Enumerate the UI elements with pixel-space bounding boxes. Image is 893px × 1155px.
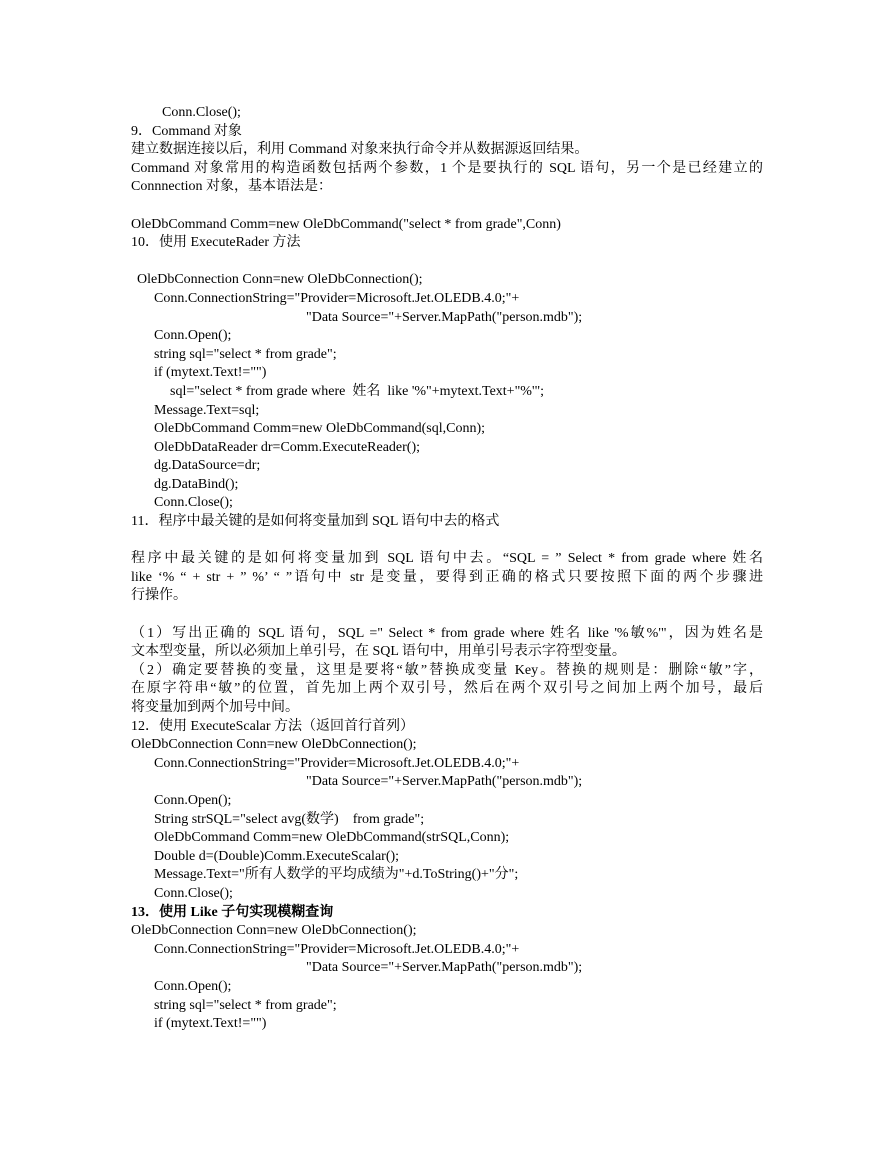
paragraph-line: 程序中最关键的是如何将变量加到 SQL 语句中去。“SQL = ” Select * from grade where 姓名	[131, 551, 763, 567]
code-line: OleDbCommand Comm=new OleDbCommand(sql,Conn);	[154, 421, 486, 437]
code-line: "Data Source="+Server.MapPath("person.mdb");	[306, 774, 583, 790]
paragraph-line: Command 对象常用的构造函数包括两个参数，1 个是要执行的 SQL 语句，另一个是已经建立的	[131, 160, 763, 176]
section-heading-11: 11．程序中最关键的是如何将变量加到 SQL 语句中去的格式	[131, 514, 500, 530]
blank-line	[131, 606, 763, 625]
code-line: sql="select * from grade where 姓名 like '%"+mytext.Text+"%'";	[170, 383, 545, 399]
code-line: Message.Text="所有人数学的平均成绩为"+d.ToString()+"分";	[154, 867, 519, 883]
code-line: OleDbCommand Comm=new OleDbCommand(strSQL,Conn);	[154, 830, 510, 846]
code-line: string sql="select * from grade";	[154, 997, 337, 1013]
blank-line	[131, 253, 763, 272]
section-heading-12: 12．使用 ExecuteScalar 方法（返回首行首列）	[131, 718, 415, 734]
code-line: Conn.ConnectionString="Provider=Microsoft.Jet.OLEDB.4.0;"+	[154, 941, 520, 957]
code-line: dg.DataSource=dr;	[154, 458, 261, 474]
section-heading-13: 13．使用 Like 子句实现模糊查询	[131, 904, 334, 920]
paragraph-line: 将变量加到两个加号中间。	[131, 700, 299, 715]
blank-line	[131, 197, 763, 216]
code-line: OleDbConnection Conn=new OleDbConnection();	[131, 923, 417, 939]
code-line: "Data Source="+Server.MapPath("person.mdb");	[306, 960, 583, 976]
code-line: Conn.Open();	[154, 978, 232, 994]
code-line: if (mytext.Text!="")	[154, 365, 267, 381]
paragraph-line: Connnection 对象，基本语法是：	[131, 179, 333, 195]
code-line: Conn.Close();	[154, 885, 233, 901]
blank-line	[131, 532, 763, 551]
code-line: Conn.ConnectionString="Provider=Microsoft.Jet.OLEDB.4.0;"+	[154, 755, 520, 771]
code-line: Double d=(Double)Comm.ExecuteScalar();	[154, 848, 400, 864]
paragraph-line: like ‘% “ + str + ” %’ “ ”语句中 str 是变量，要得到正确的格式只要按照下面的两个步骤进	[131, 569, 763, 585]
document-page	[131, 104, 763, 1034]
paragraph-line: 行操作。	[131, 588, 187, 604]
code-line: Conn.Close();	[162, 105, 241, 120]
code-line: "Data Source="+Server.MapPath("person.mdb");	[306, 309, 583, 325]
code-line: string sql="select * from grade";	[154, 346, 337, 362]
code-line: OleDbDataReader dr=Comm.ExecuteReader();	[154, 439, 421, 455]
code-line: Message.Text=sql;	[154, 402, 260, 418]
code-line: Conn.Open();	[154, 792, 232, 808]
code-line: OleDbConnection Conn=new OleDbConnection();	[131, 737, 417, 753]
code-line: dg.DataBind();	[154, 476, 239, 492]
paragraph-line: 在原字符串“敏”的位置，首先加上两个双引号，然后在两个双引号之间加上两个加号，最后	[131, 681, 763, 697]
paragraph-line: 文本型变量，所以必须加上单引号，在 SQL 语句中，用单引号表示字符型变量。	[131, 644, 626, 660]
paragraph-line: （2）确定要替换的变量，这里是要将“敏”替换成变量 Key。替换的规则是：删除“敏”字，	[131, 662, 763, 678]
code-line: Conn.Open();	[154, 328, 232, 344]
code-line: Conn.ConnectionString="Provider=Microsoft.Jet.OLEDB.4.0;"+	[154, 290, 520, 306]
section-heading-10: 10．使用 ExecuteRader 方法	[131, 235, 301, 251]
code-line: Conn.Close();	[154, 495, 233, 511]
section-heading-9: 9．Command 对象	[131, 123, 242, 139]
code-line: OleDbCommand Comm=new OleDbCommand("select * from grade",Conn)	[131, 216, 561, 232]
paragraph-line: （1）写出正确的 SQL 语句，SQL =" Select * from grade where 姓名 like '%敏%'"，因为姓名是	[131, 625, 763, 641]
code-line: OleDbConnection Conn=new OleDbConnection();	[137, 272, 423, 288]
code-line: String strSQL="select avg(数学) from grade";	[154, 811, 425, 827]
code-line: if (mytext.Text!="")	[154, 1016, 267, 1032]
paragraph-line: 建立数据连接以后，利用 Command 对象来执行命令并从数据源返回结果。	[131, 142, 589, 158]
